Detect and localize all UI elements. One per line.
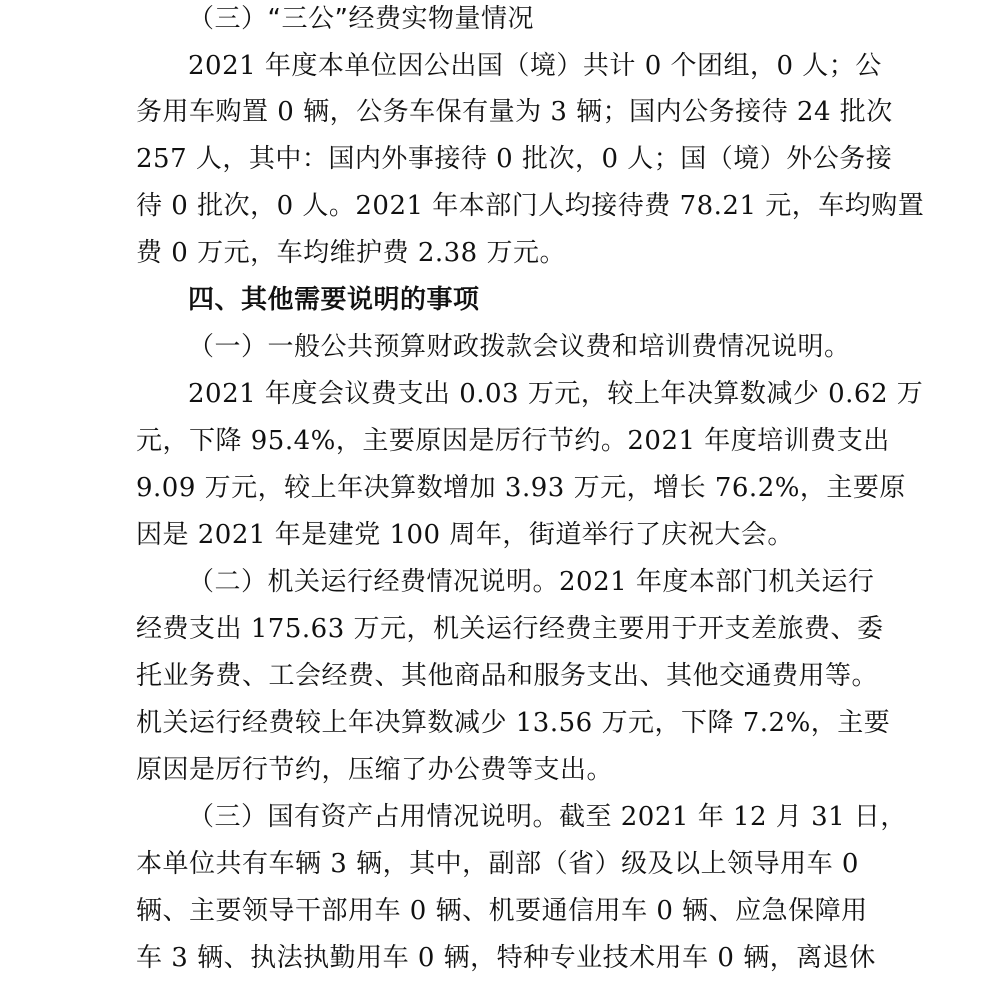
section-heading-other-matters: 四、其他需要说明的事项 <box>188 285 480 315</box>
paragraph-line: 待 0 批次，0 人。2021 年本部门人均接待费 78.21 元，车均购置 <box>136 191 925 221</box>
paragraph-line: （三）国有资产占用情况说明。截至 2021 年 12 月 31 日， <box>188 802 907 832</box>
paragraph-line: 托业务费、工会经费、其他商品和服务支出、其他交通费用等。 <box>136 661 879 691</box>
paragraph-line: 257 人，其中：国内外事接待 0 批次，0 人；国（境）外公务接 <box>136 144 893 174</box>
paragraph-line: 2021 年度本单位因公出国（境）共计 0 个团组，0 人；公 <box>188 51 882 81</box>
paragraph-line: 车 3 辆、执法执勤用车 0 辆，特种专业技术用车 0 辆，离退休 <box>136 943 876 973</box>
paragraph-line: （二）机关运行经费情况说明。2021 年度本部门机关运行 <box>188 567 875 597</box>
paragraph-line: 因是 2021 年是建党 100 周年，街道举行了庆祝大会。 <box>136 520 794 550</box>
paragraph-line: 2021 年度会议费支出 0.03 万元，较上年决算数减少 0.62 万 <box>188 379 924 409</box>
paragraph-line: 元，下降 95.4%，主要原因是厉行节约。2021 年度培训费支出 <box>136 426 890 456</box>
paragraph-line: 本单位共有车辆 3 辆，其中，副部（省）级及以上领导用车 0 <box>136 849 859 879</box>
paragraph-line: 经费支出 175.63 万元，机关运行经费主要用于开支差旅费、委 <box>136 614 884 644</box>
paragraph-line: 务用车购置 0 辆，公务车保有量为 3 辆；国内公务接待 24 批次 <box>136 97 893 127</box>
paragraph-line: 9.09 万元，较上年决算数增加 3.93 万元，增长 76.2%，主要原 <box>136 473 906 503</box>
subheading-three-public-quantity: （三）“三公”经费实物量情况 <box>188 4 534 34</box>
subheading-meeting-training: （一）一般公共预算财政拨款会议费和培训费情况说明。 <box>188 332 851 362</box>
paragraph-line: 辆、主要领导干部用车 0 辆、机要通信用车 0 辆、应急保障用 <box>136 896 868 926</box>
paragraph-line: 原因是厉行节约，压缩了办公费等支出。 <box>136 755 614 785</box>
paragraph-line: 机关运行经费较上年决算数减少 13.56 万元，下降 7.2%，主要 <box>136 708 891 738</box>
paragraph-line: 费 0 万元，车均维护费 2.38 万元。 <box>136 238 566 268</box>
